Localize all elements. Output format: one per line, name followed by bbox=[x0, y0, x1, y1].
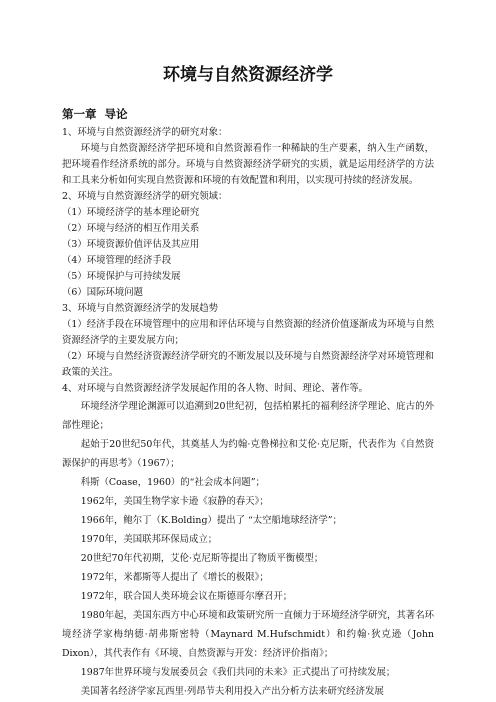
section-3-heading: 3、环境与自然资源经济学的发展趋势 bbox=[62, 303, 218, 314]
section-1-heading: 1、环境与自然资源经济学的研究对象： bbox=[62, 127, 228, 138]
section-2-item: （4）环境管理的经济手段 bbox=[62, 255, 172, 266]
history-entry: 1966年，鲍尔丁（K.Bolding）提出了 “太空船地球经济学”； bbox=[80, 515, 342, 526]
history-entry: 1980年起，美国东西方中心环境和政策研究所一直倾力于环境经济学研究，其著名环境经济学家梅纳德·胡弗斯密特（Maynard M.Hufschmidt）和约翰·狄克逊（John Dixon），其代表作有《环境、自然资源与开发：经济评价指南》； bbox=[62, 610, 434, 659]
section-3-item: （2）环境与自然经济资源经济学研究的不断发展以及环境与自然资源经济学对环境管理和政策的关注。 bbox=[62, 351, 434, 378]
history-entry: 环境经济学理论渊源可以追溯到20世纪初，包括柏累托的福利经济学理论、庇古的外部性理论； bbox=[62, 401, 434, 431]
section-2-heading: 2、环境与自然资源经济学的研究领域： bbox=[62, 191, 228, 202]
section-3-item: （1）经济手段在环境管理中的应用和评估环境与自然资源的经济价值逐渐成为环境与自然资源经济学的主要发展方向； bbox=[62, 319, 434, 346]
history-entry: 起始于20世纪50年代，其奠基人为约翰·克鲁梯拉和艾伦·克尼斯，代表作为《自然资源保护的再思考》（1967）； bbox=[62, 439, 434, 469]
history-entry: 1972年，米都斯等人提出了《增长的极限》； bbox=[80, 572, 269, 583]
history-entry: 1962年，美国生物学家卡逊《寂静的春天》； bbox=[80, 496, 269, 507]
section-4-heading: 4、对环境与自然资源经济学发展起作用的各人物、时间、理论、著作等。 bbox=[62, 383, 368, 394]
chapter-heading bbox=[62, 106, 434, 122]
chapter-number: 第一章 bbox=[62, 107, 97, 121]
section-2-item: （3）环境资源价值评估及其应用 bbox=[62, 239, 200, 250]
history-entry: 1987年世界环境与发展委员会《我们共同的未来》正式提出了可持续发展； bbox=[80, 667, 396, 678]
chapter-name: 导论 bbox=[104, 107, 128, 121]
history-entry: 科斯（Coase，1960）的“社会成本问题”； bbox=[80, 477, 265, 488]
history-entry: 1970年，美国联邦环保局成立； bbox=[80, 534, 218, 545]
section-2-item: （5）环境保护与可持续发展 bbox=[62, 271, 181, 282]
history-entry: 美国著名经济学家瓦西里·列昂节夫利用投入产出分析方法来研究经济发展 bbox=[80, 686, 384, 697]
section-2-item: （2）环境与经济的相互作用关系 bbox=[62, 223, 200, 234]
section-2-item: （1）环境经济学的基本理论研究 bbox=[62, 207, 200, 218]
history-entry: 1972年，联合国人类环境会议在斯德哥尔摩召开； bbox=[80, 591, 293, 602]
document-title: 环境与自然资源经济学 bbox=[163, 65, 333, 85]
history-entry: 20世纪70年代初期，艾伦·克尼斯等提出了物质平衡模型； bbox=[80, 553, 324, 564]
section-2-item: （6）国际环境问题 bbox=[62, 287, 143, 298]
section-1-paragraph: 环境与自然资源经济学把环境和自然资源看作一种稀缺的生产要素，纳入生产函数，把环境看作经济系统的部分。环境与自然资源经济学研究的实质，就是运用经济学的方法和工具来分析如何实现自然资源和环境的有效配置和利用，以实现可持续的经济发展。 bbox=[62, 143, 434, 186]
